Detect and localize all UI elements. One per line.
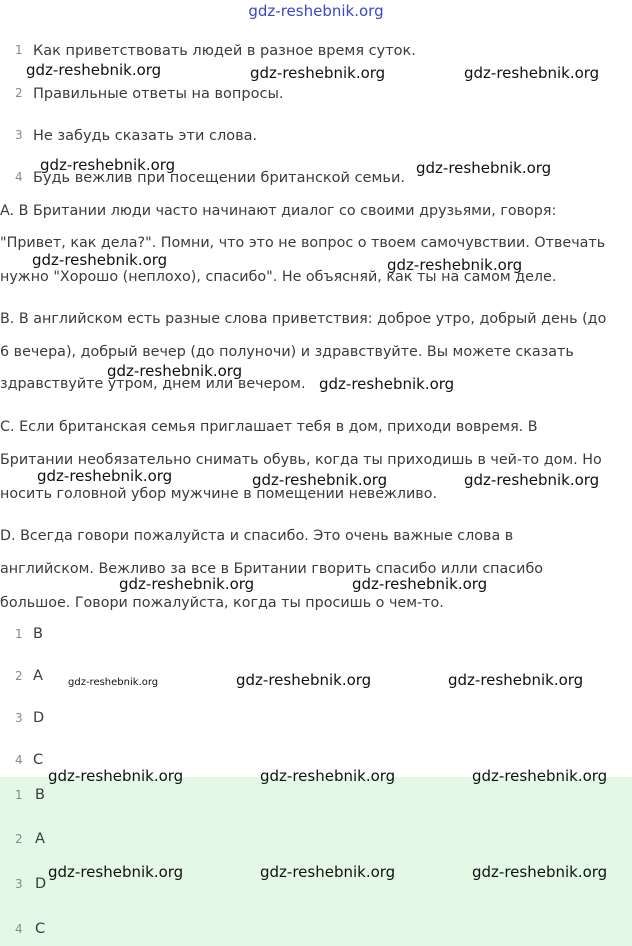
watermark: gdz-reshebnik.org	[319, 375, 455, 393]
task-text: Как приветствовать людей в разное время суток.	[33, 43, 416, 59]
task-number: 2	[15, 86, 23, 100]
task-number: 3	[15, 128, 23, 142]
watermark: gdz-reshebnik.org	[119, 575, 255, 593]
answer-number: 4	[15, 753, 23, 767]
watermark: gdz-reshebnik.org	[416, 159, 552, 177]
task-number: 4	[15, 170, 23, 184]
paragraph-line: нужно "Хорошо (неплохо), спасибо". Не объясняй, как ты на самом деле.	[0, 269, 557, 285]
watermark: gdz-reshebnik.org	[32, 251, 168, 269]
answer-number: 2	[15, 832, 23, 846]
answer-letter: D	[35, 876, 47, 892]
task-text: Не забудь сказать эти слова.	[33, 128, 258, 144]
watermark: gdz-reshebnik.org	[472, 863, 608, 881]
answer-number: 3	[15, 877, 23, 891]
task-number: 1	[15, 43, 23, 57]
paragraph-line: D. Всегда говори пожалуйста и спасибо. Это очень важные слова в	[0, 528, 514, 544]
answer-letter: C	[35, 921, 46, 937]
answer-letter: C	[33, 752, 44, 768]
answer-letter: B	[33, 626, 43, 642]
watermark: gdz-reshebnik.org	[448, 671, 584, 689]
watermark: gdz-reshebnik.org	[464, 471, 600, 489]
paragraph-line: A. В Британии люди часто начинают диалог со своими друзьями, говоря:	[0, 203, 557, 219]
watermark: gdz-reshebnik.org	[252, 471, 388, 489]
watermark: gdz-reshebnik.org	[260, 767, 396, 785]
paragraph-line: B. В английском есть разные слова приветствия: доброе утро, добрый день (до	[0, 311, 607, 327]
watermark: gdz-reshebnik.org	[48, 767, 184, 785]
paragraph-line: носить головной убор мужчине в помещении невежливо.	[0, 486, 438, 502]
watermark: gdz-reshebnik.org	[464, 64, 600, 82]
watermark: gdz-reshebnik.org	[37, 467, 173, 485]
answer-letter: B	[35, 787, 45, 803]
watermark: gdz-reshebnik.org	[40, 156, 176, 174]
answer-number: 1	[15, 788, 23, 802]
paragraph-line: большое. Говори пожалуйста, когда ты просишь о чем-то.	[0, 595, 444, 611]
watermark: gdz-reshebnik.org	[236, 671, 372, 689]
watermark: gdz-reshebnik.org	[26, 61, 162, 79]
paragraph-line: C. Если британская семья приглашает тебя в дом, приходи вовремя. В	[0, 419, 538, 435]
watermark: gdz-reshebnik.org	[68, 677, 159, 688]
watermark: gdz-reshebnik.org	[472, 767, 608, 785]
watermark: gdz-reshebnik.org	[250, 64, 386, 82]
paragraph-line: 6 вечера), добрый вечер (до полуночи) и здравствуйте. Вы можете сказать	[0, 344, 574, 360]
task-text: Будь вежлив при посещении британской семьи.	[33, 170, 405, 186]
answer-number: 3	[15, 711, 23, 725]
watermark: gdz-reshebnik.org	[107, 362, 243, 380]
task-text: Правильные ответы на вопросы.	[33, 86, 284, 102]
answer-number: 2	[15, 669, 23, 683]
watermark: gdz-reshebnik.org	[48, 863, 184, 881]
watermark: gdz-reshebnik.org	[387, 256, 523, 274]
answer-number: 1	[15, 627, 23, 641]
paragraph-line: английском. Вежливо за все в Британии гворить спасибо илли спасибо	[0, 561, 544, 577]
watermark: gdz-reshebnik.org	[260, 863, 396, 881]
paragraph-line: "Привет, как дела?". Помни, что это не вопрос о твоем самочувствии. Отвечать	[0, 235, 606, 251]
answer-number: 4	[15, 922, 23, 936]
paragraph-line: здравствуйте утром, днем или вечером.	[0, 376, 306, 392]
answers-highlight-panel	[0, 777, 632, 946]
answer-letter: A	[33, 668, 43, 684]
header-watermark[interactable]: gdz-reshebnik.org	[248, 2, 384, 20]
answer-letter: D	[33, 710, 45, 726]
paragraph-line: Британии необязательно снимать обувь, когда ты приходишь в чей-то дом. Но	[0, 452, 602, 468]
watermark: gdz-reshebnik.org	[352, 575, 488, 593]
answer-letter: A	[35, 831, 45, 847]
